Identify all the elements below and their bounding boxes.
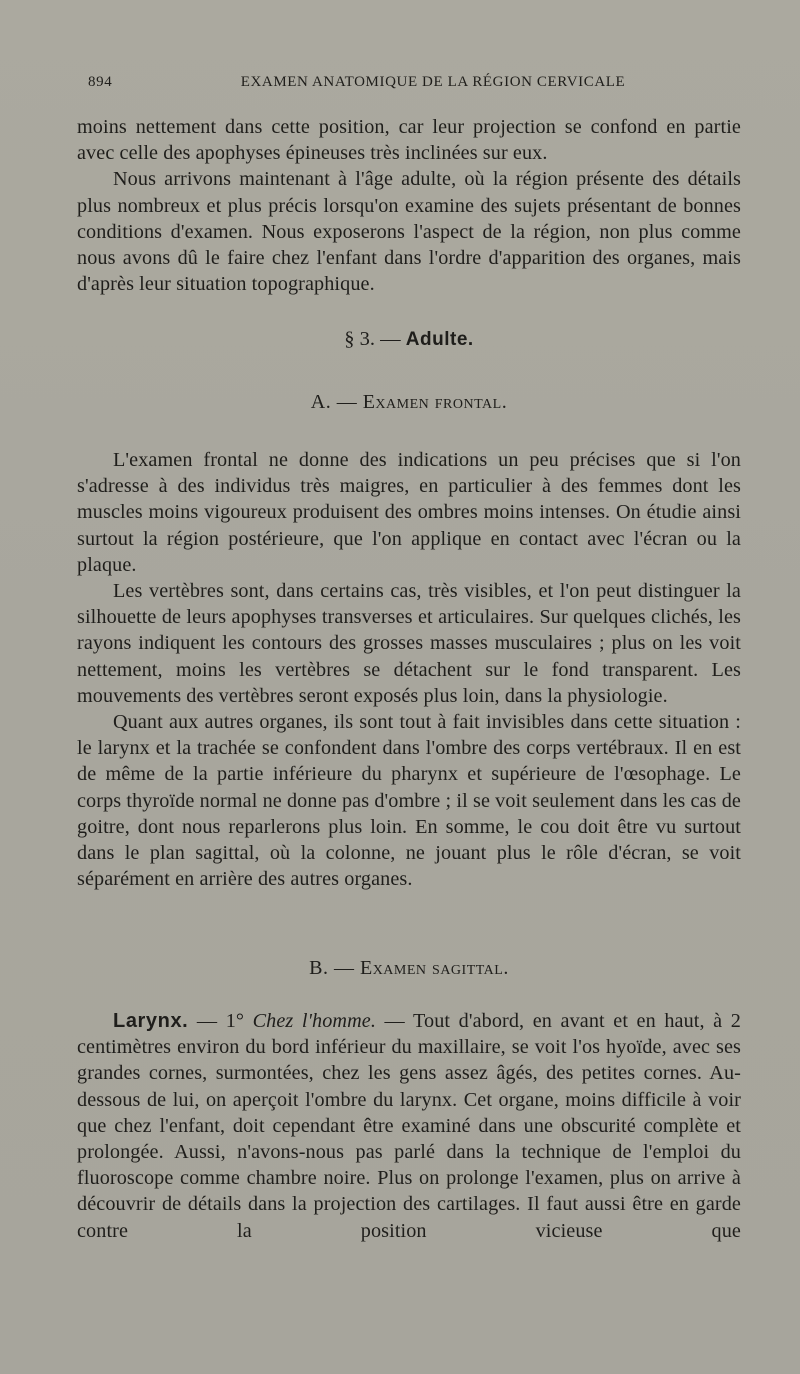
running-title: EXAMEN ANATOMIQUE DE LA RÉGION CERVICALE [240, 74, 626, 90]
intro-paragraph-2: Nous arrivons maintenant à l'âge adulte, où la région présente des détails plus nombreux et plus précis lorsqu'on examine des sujets présentant de bonnes conditions d'examen. Nous exposerons l'aspect de la région, non plus comme nous avons dû le faire chez l'enfant dans l'ordre d'apparition des organes, mais d'après leur situation topographique. [77, 168, 741, 296]
intro-text [77, 114, 741, 297]
frontal-paragraph-1: L'examen frontal ne donne des indications un peu précises que si l'on s'adresse à des individus très maigres, en particulier à des femmes dont les muscles moins vigoureux produisent des ombres moins intenses. On étudie ainsi surtout la région postérieure, que l'on applique en contact avec l'écran ou la plaque. [77, 449, 741, 576]
larynx-lead-italic: Chez l'homme. [252, 1010, 376, 1032]
page-number: 894 [88, 74, 113, 90]
frontal-paragraph-2: Les vertèbres sont, dans certains cas, très visibles, et l'on peut distinguer la silhouette de leurs apophyses transverses et articulaires. Sur quelques clichés, les rayons indiquent les contours des grosses masses musculaires ; plus on les voit nettement, moins les vertèbres se détachent sur le fond transparent. Les mouvements des vertèbres seront exposés plus loin, dans la physiologie. [77, 580, 741, 707]
larynx-lead-separator: — 1° [188, 1010, 253, 1032]
larynx-lead: Larynx. [113, 1010, 189, 1032]
subsection-a-prefix: A. — [310, 391, 363, 413]
sagittal-text [77, 1008, 741, 1244]
frontal-text [77, 447, 741, 892]
section-title [77, 328, 741, 351]
larynx-body: — Tout d'abord, en avant et en haut, à 2 centimètres environ du bord inférieur du maxillaire, se voit l'os hyoïde, avec ses grandes cornes, surmontées, chez les gens assez âgés, des petites cornes. Au-dessous de lui, on aperçoit l'ombre du larynx. Cet organe, moins difficile à voir que chez l'enfant, doit cependant être examiné dans une obscurité complète et prolongée. Aussi, n'avons-nous pas parlé dans la technique de l'emploi du fluoroscope comme chambre noire. Plus on prolonge l'examen, plus on arrive à découvrir de détails dans la projection des cartilages. Il faut aussi être en garde contre la position vicieuse que [77, 1010, 741, 1242]
subsection-b-prefix: B. — [309, 957, 360, 979]
subsection-a-title [77, 391, 741, 414]
subsection-a-heading: Examen frontal. [362, 391, 508, 413]
section-heading: Adulte. [405, 329, 474, 350]
running-head [86, 74, 740, 96]
subsection-b-heading: Examen sagittal. [359, 957, 509, 979]
sagittal-paragraph-1 [77, 1008, 741, 1244]
section-prefix: § 3. — [344, 328, 406, 350]
frontal-paragraph-3: Quant aux autres organes, ils sont tout à fait invisibles dans cette situation : le larynx et la trachée se confondent dans l'ombre des corps vertébraux. Il en est de même de la partie inférieure du pharynx et supérieure de l'œsophage. Le corps thyroïde normal ne donne pas d'ombre ; il se voit seulement dans les cas de goitre, dont nous reparlerons plus loin. En somme, le cou doit être vu surtout dans le plan sagittal, où la colonne, ne jouant plus le rôle d'écran, se voit séparément en arrière des autres organes. [77, 711, 741, 891]
subsection-b-title [77, 957, 741, 980]
intro-paragraph-1: moins nettement dans cette position, car leur projection se confond en partie avec celle des apophyses épineuses très inclinées sur eux. [77, 116, 741, 165]
